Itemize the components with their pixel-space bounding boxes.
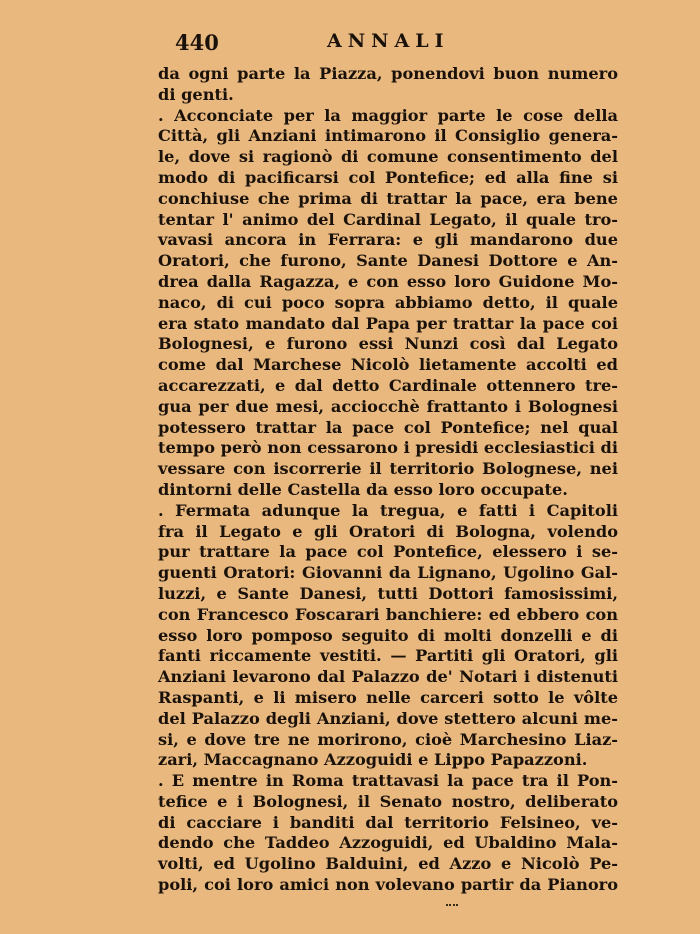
text-line: modo di pacificarsi col Pontefice; ed alla fine si bbox=[158, 167, 618, 187]
text-line: volti, ed Ugolino Balduini, ed Azzo e Nicolò Pe- bbox=[158, 854, 618, 874]
text-line: luzzi, e Sante Danesi, tutti Dottori famosissimi, bbox=[158, 583, 618, 603]
text-line: pur trattare la pace col Pontefice, elessero i se- bbox=[158, 542, 618, 562]
text-line: Raspanti, e li misero nelle carceri sotto le vôlte bbox=[158, 687, 618, 707]
text-line: era stato mandato dal Papa per trattar la pace coi bbox=[158, 313, 618, 333]
text-line: tentar l' animo del Cardinal Legato, il quale tro- bbox=[158, 209, 618, 229]
text-line: dintorni delle Castella da esso loro occupate. bbox=[158, 479, 568, 499]
text-line: vessare con iscorrerie il territorio Bolognese, nei bbox=[158, 459, 618, 479]
text-line: naco, di cui poco sopra abbiamo detto, il quale bbox=[158, 292, 618, 312]
text-line: accarezzati, e dal detto Cardinale ottennero tre- bbox=[158, 375, 618, 395]
body-text bbox=[158, 64, 618, 896]
text-line: . Acconciate per la maggior parte le cose della bbox=[158, 105, 618, 125]
text-line: guenti Oratori: Giovanni da Lignano, Ugolino Gal- bbox=[158, 563, 618, 583]
text-line: con Francesco Foscarari banchiere: ed ebbero con bbox=[158, 604, 618, 624]
text-line: poli, coi loro amici non volevano partir da Pianoro bbox=[158, 875, 618, 895]
page-header bbox=[157, 30, 617, 56]
ink-speck bbox=[446, 904, 458, 910]
text-line: esso loro pomposo seguito di molti donzelli e di bbox=[158, 625, 618, 645]
text-line: gua per due mesi, acciocchè frattanto i Bolognesi bbox=[158, 396, 618, 416]
text-line: conchiuse che prima di trattar la pace, era bene bbox=[158, 188, 618, 208]
text-line: di cacciare i banditi dal territorio Felsineo, ve- bbox=[158, 812, 618, 832]
page-number: 440 bbox=[175, 30, 219, 55]
text-line: tefice e i Bolognesi, il Senato nostro, deliberato bbox=[158, 791, 618, 811]
text-line: drea dalla Ragazza, e con esso loro Guidone Mo- bbox=[158, 271, 618, 291]
text-line: Città, gli Anziani intimarono il Consiglio genera- bbox=[158, 126, 618, 146]
running-title: ANNALI bbox=[327, 30, 450, 52]
text-line: Bolognesi, e furono essi Nunzi così dal Legato bbox=[158, 334, 618, 354]
text-line: zari, Maccagnano Azzoguidi e Lippo Papazzoni. bbox=[158, 750, 588, 770]
text-line: potessero trattar la pace col Pontefice; nel qual bbox=[158, 417, 618, 437]
text-line: Anziani levarono dal Palazzo de' Notari i distenuti bbox=[158, 667, 618, 687]
text-line: . E mentre in Roma trattavasi la pace tra il Pon- bbox=[158, 771, 618, 791]
text-line: le, dove si ragionò di comune consentimento del bbox=[158, 147, 618, 167]
text-line: fra il Legato e gli Oratori di Bologna, volendo bbox=[158, 521, 618, 541]
text-line: Oratori, che furono, Sante Danesi Dottore e An- bbox=[158, 251, 618, 271]
text-line: come dal Marchese Nicolò lietamente accolti ed bbox=[158, 355, 618, 375]
text-line: . Fermata adunque la tregua, e fatti i Capitoli bbox=[158, 500, 618, 520]
text-line: tempo però non cessarono i presidi ecclesiastici di bbox=[158, 438, 618, 458]
text-line: dendo che Taddeo Azzoguidi, ed Ubaldino Mala- bbox=[158, 833, 618, 853]
text-line: del Palazzo degli Anziani, dove stettero alcuni me- bbox=[158, 708, 618, 728]
text-line: si, e dove tre ne morirono, cioè Marchesino Liaz- bbox=[158, 729, 618, 749]
text-line: fanti riccamente vestiti. — Partiti gli Oratori, gli bbox=[158, 646, 618, 666]
text-line: da ogni parte la Piazza, ponendovi buon numero bbox=[158, 64, 618, 83]
text-line: vavasi ancora in Ferrara: e gli mandarono due bbox=[158, 230, 618, 250]
text-line: di genti. bbox=[158, 84, 234, 104]
